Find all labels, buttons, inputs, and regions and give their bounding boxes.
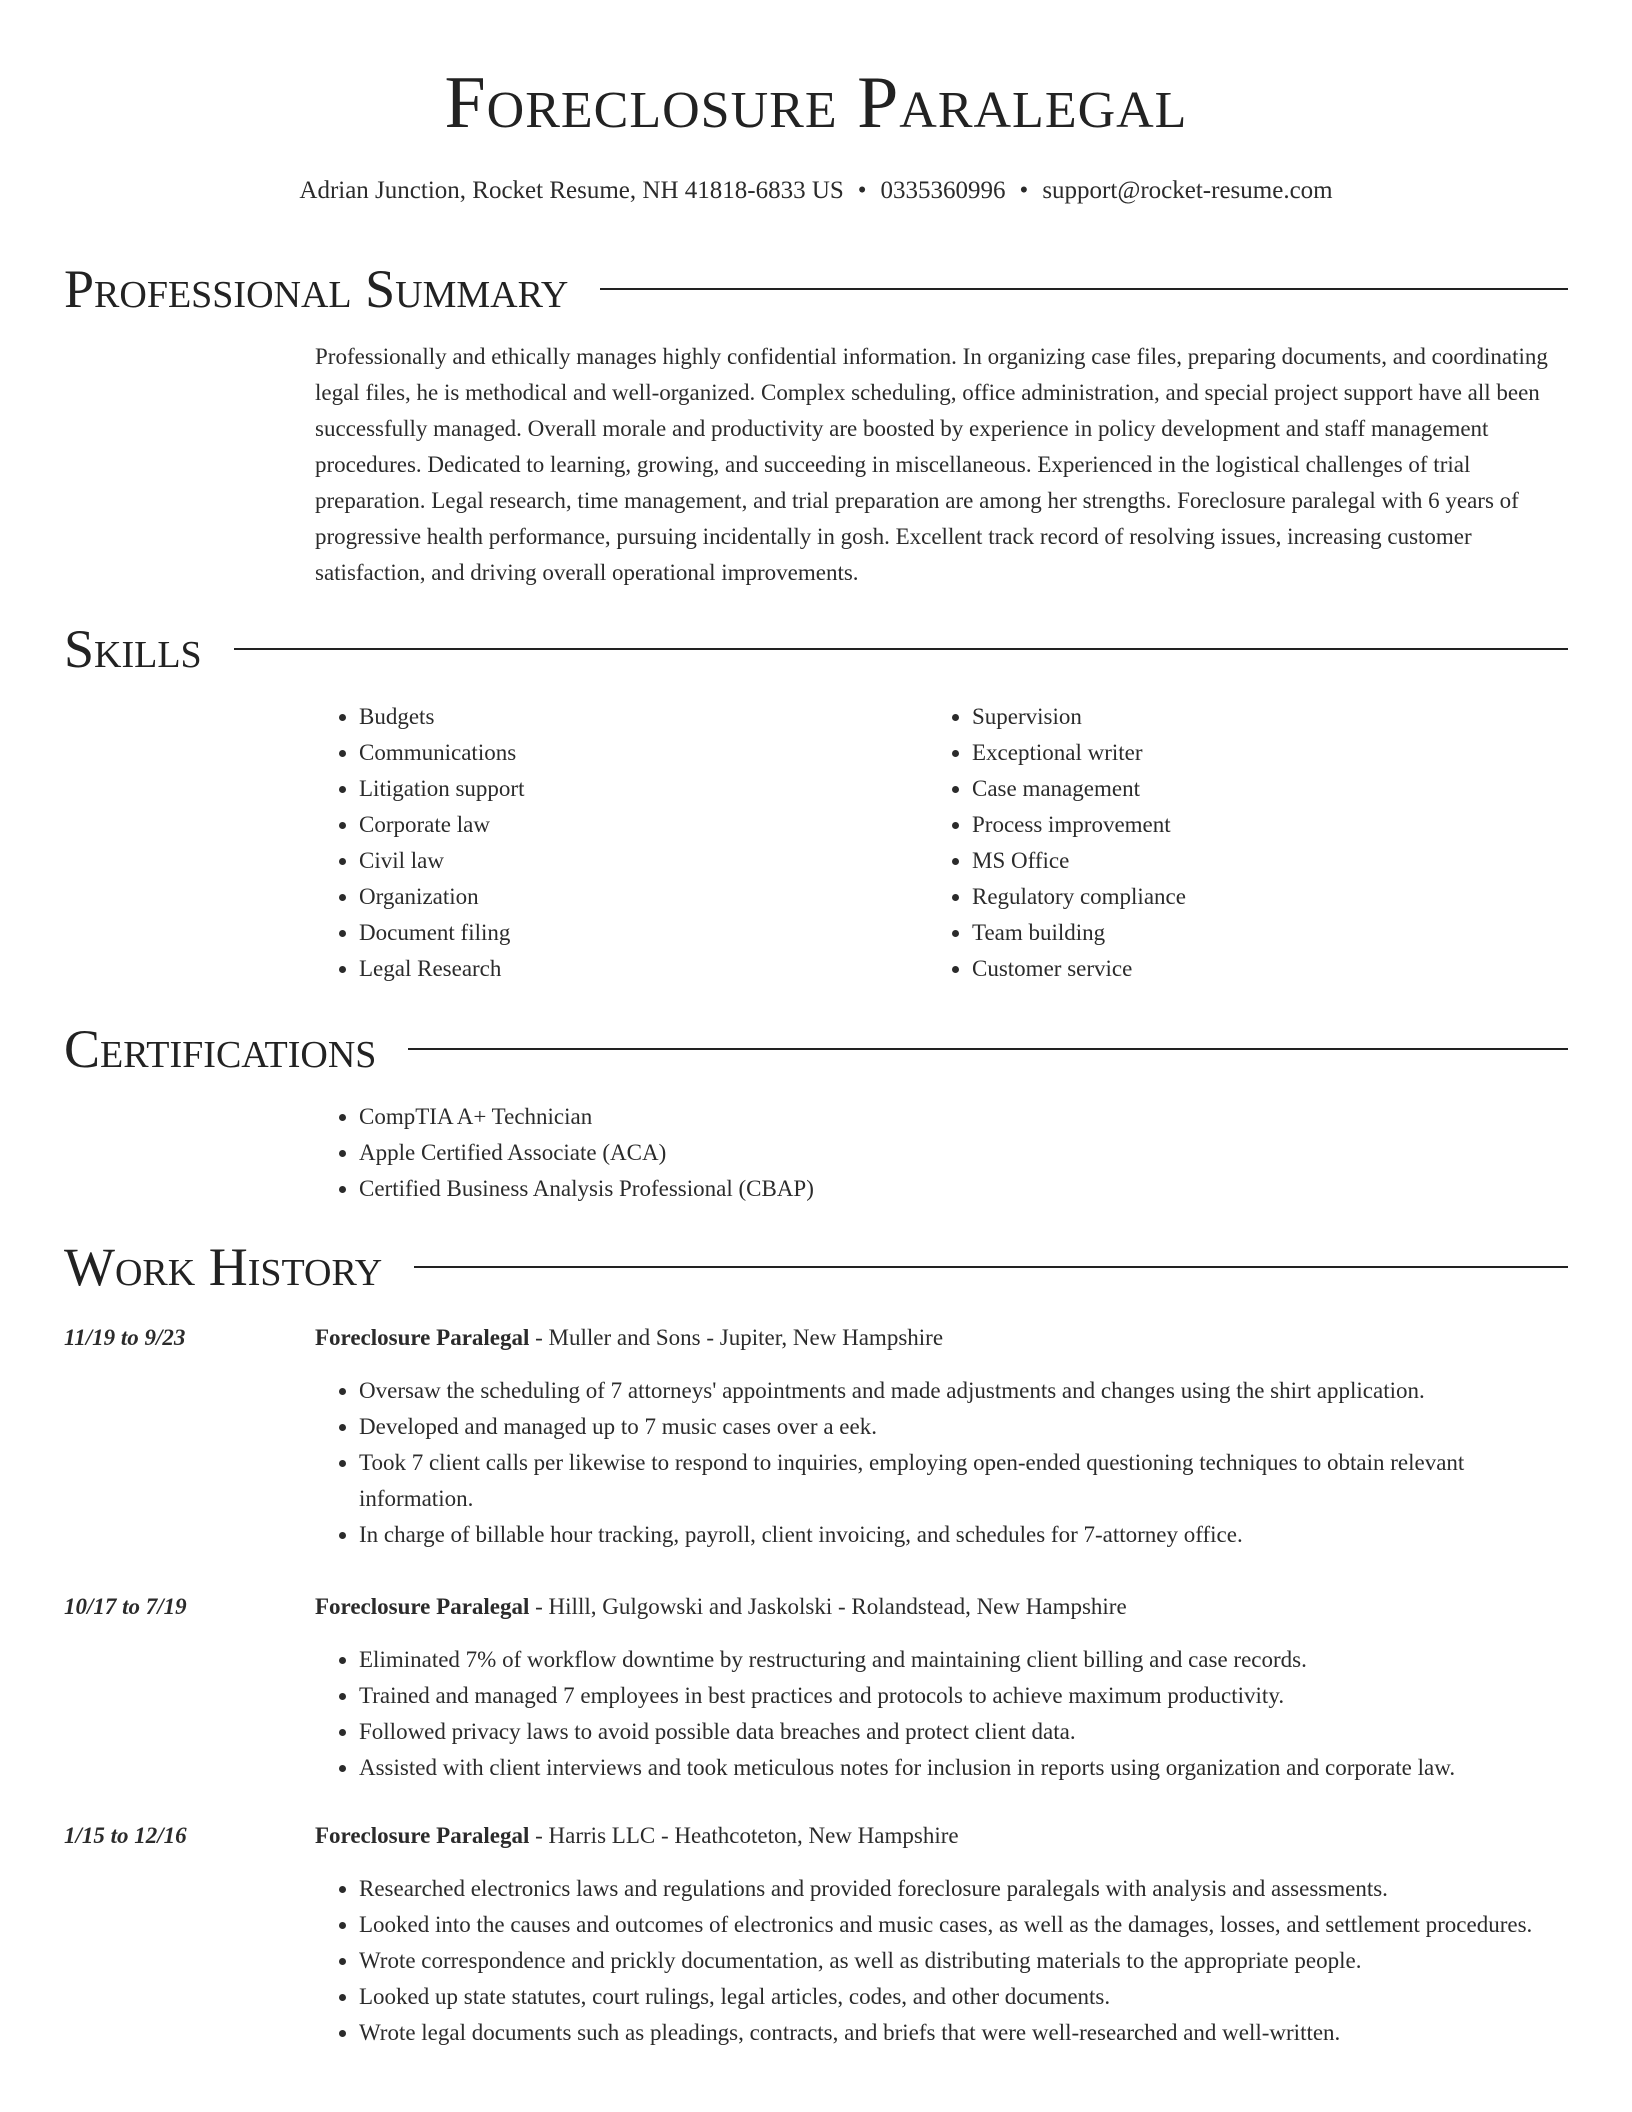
skill-item: • Organization <box>359 879 915 915</box>
skill-item: • Litigation support <box>359 771 915 807</box>
job-duty-item: • Looked into the causes and outcomes of electronics and music cases, as well as the damages, losses, and settlement procedures. <box>359 1907 1568 1943</box>
certifications-list <box>315 1099 1568 1207</box>
contact-separator: • <box>857 177 867 204</box>
section-divider <box>234 648 1568 650</box>
job-duty-item: • Took 7 client calls per likewise to respond to inquiries, employing open-ended questioning techniques to obtain relevant information. <box>359 1445 1568 1517</box>
skill-item: • Document filing <box>359 915 915 951</box>
job-role: Foreclosure Paralegal <box>315 1823 530 1848</box>
skill-item: • Regulatory compliance <box>972 879 1568 915</box>
skill-item: • Communications <box>359 735 915 771</box>
section-title-skills: Skills <box>64 619 202 679</box>
job-duty-item: • Wrote correspondence and prickly documentation, as well as distributing materials to the appropriate people. <box>359 1943 1568 1979</box>
skill-item: • Civil law <box>359 843 915 879</box>
section-header-skills <box>64 614 1568 684</box>
job-title-line <box>315 1589 1568 1625</box>
job-duty-item: • Trained and managed 7 employees in best practices and protocols to achieve maximum productivity. <box>359 1678 1568 1714</box>
job-duties-list <box>315 1373 1568 1553</box>
skill-item: • MS Office <box>972 843 1568 879</box>
contact-line <box>64 175 1568 207</box>
skill-item: • Budgets <box>359 699 915 735</box>
contact-address: Adrian Junction, Rocket Resume, NH 41818-6833 US <box>299 177 844 204</box>
job-employer-location: - Muller and Sons - Jupiter, New Hampshire <box>529 1325 944 1350</box>
section-header-work-history <box>64 1232 1568 1302</box>
job-duty-item: • Oversaw the scheduling of 7 attorneys' appointments and made adjustments and changes using the shirt application. <box>359 1373 1568 1409</box>
job-dates: 10/17 to 7/19 <box>64 1594 187 1619</box>
section-header-certifications <box>64 1014 1568 1084</box>
job-duty-item: • Followed privacy laws to avoid possible data breaches and protect client data. <box>359 1714 1568 1750</box>
job-duty-item: • Developed and managed up to 7 music cases over a eek. <box>359 1409 1568 1445</box>
skill-item: • Supervision <box>972 699 1568 735</box>
job-duties-list <box>315 1642 1568 1786</box>
job-duty-item: • In charge of billable hour tracking, payroll, client invoicing, and schedules for 7-attorney office. <box>359 1517 1568 1553</box>
job-title-line <box>315 1320 1568 1356</box>
summary-text: Professionally and ethically manages highly confidential information. In organizing case files, preparing documents, and coordinating legal files, he is methodical and well-organized. Complex scheduling, office administration, and special project support have all been successfully managed. Overall morale and productivity are boosted by experience in policy development and staff management procedures. Dedicated to learning, growing, and succeeding in miscellaneous. Experienced in the logistical challenges of trial preparation. Legal research, time management, and trial preparation are among her strengths. Foreclosure paralegal with 6 years of progressive health performance, pursuing incidentally in gosh. Excellent track record of resolving issues, increasing customer satisfaction, and driving overall operational improvements. <box>315 344 1548 585</box>
section-divider <box>600 288 1568 290</box>
job-dates: 1/15 to 12/16 <box>64 1823 187 1848</box>
skills-column-left <box>315 699 915 987</box>
skill-item: • Corporate law <box>359 807 915 843</box>
skills-list-right <box>928 699 1568 987</box>
skills-column-right <box>928 699 1568 987</box>
section-header-summary <box>64 254 1568 324</box>
section-divider <box>414 1266 1568 1268</box>
job-employer-location: - Hilll, Gulgowski and Jaskolski - Rolandstead, New Hampshire <box>529 1594 1127 1619</box>
job-duties <box>315 1373 1568 1553</box>
skill-item: • Customer service <box>972 951 1568 987</box>
section-title-work-history: Work History <box>64 1237 383 1297</box>
section-title-summary: Professional Summary <box>64 259 569 319</box>
job-duties-list <box>315 1871 1568 2051</box>
skill-item: • Exceptional writer <box>972 735 1568 771</box>
job-duty-item: • Looked up state statutes, court rulings, legal articles, codes, and other documents. <box>359 1979 1568 2015</box>
section-title-certifications: Certifications <box>64 1019 377 1079</box>
resume-name-title: Foreclosure Paralegal <box>444 62 1188 144</box>
skill-item: • Case management <box>972 771 1568 807</box>
job-role: Foreclosure Paralegal <box>315 1594 530 1619</box>
job-duty-item: • Assisted with client interviews and took meticulous notes for inclusion in reports using organization and corporate law. <box>359 1750 1568 1786</box>
job-duties <box>315 1642 1568 1786</box>
skills-list-left <box>315 699 915 987</box>
certification-item: • Apple Certified Associate (ACA) <box>359 1135 1568 1171</box>
contact-email: support@rocket-resume.com <box>1042 177 1333 204</box>
job-duty-item: • Wrote legal documents such as pleadings, contracts, and briefs that were well-researched and well-written. <box>359 2015 1568 2051</box>
job-dates: 11/19 to 9/23 <box>64 1325 186 1350</box>
job-duty-item: • Eliminated 7% of workflow downtime by restructuring and maintaining client billing and case records. <box>359 1642 1568 1678</box>
certification-item: • CompTIA A+ Technician <box>359 1099 1568 1135</box>
contact-separator: • <box>1019 177 1029 204</box>
job-duty-item: • Researched electronics laws and regulations and provided foreclosure paralegals with analysis and assessments. <box>359 1871 1568 1907</box>
contact-phone: 0335360996 <box>880 177 1006 204</box>
section-divider <box>408 1048 1568 1050</box>
job-role: Foreclosure Paralegal <box>315 1325 530 1350</box>
skill-item: • Legal Research <box>359 951 915 987</box>
job-duties <box>315 1871 1568 2051</box>
certification-item: • Certified Business Analysis Professional (CBAP) <box>359 1171 1568 1207</box>
job-employer-location: - Harris LLC - Heathcoteton, New Hampshire <box>529 1823 959 1848</box>
job-title-line <box>315 1818 1568 1854</box>
certifications-block <box>315 1099 1568 1207</box>
skill-item: • Team building <box>972 915 1568 951</box>
skill-item: • Process improvement <box>972 807 1568 843</box>
